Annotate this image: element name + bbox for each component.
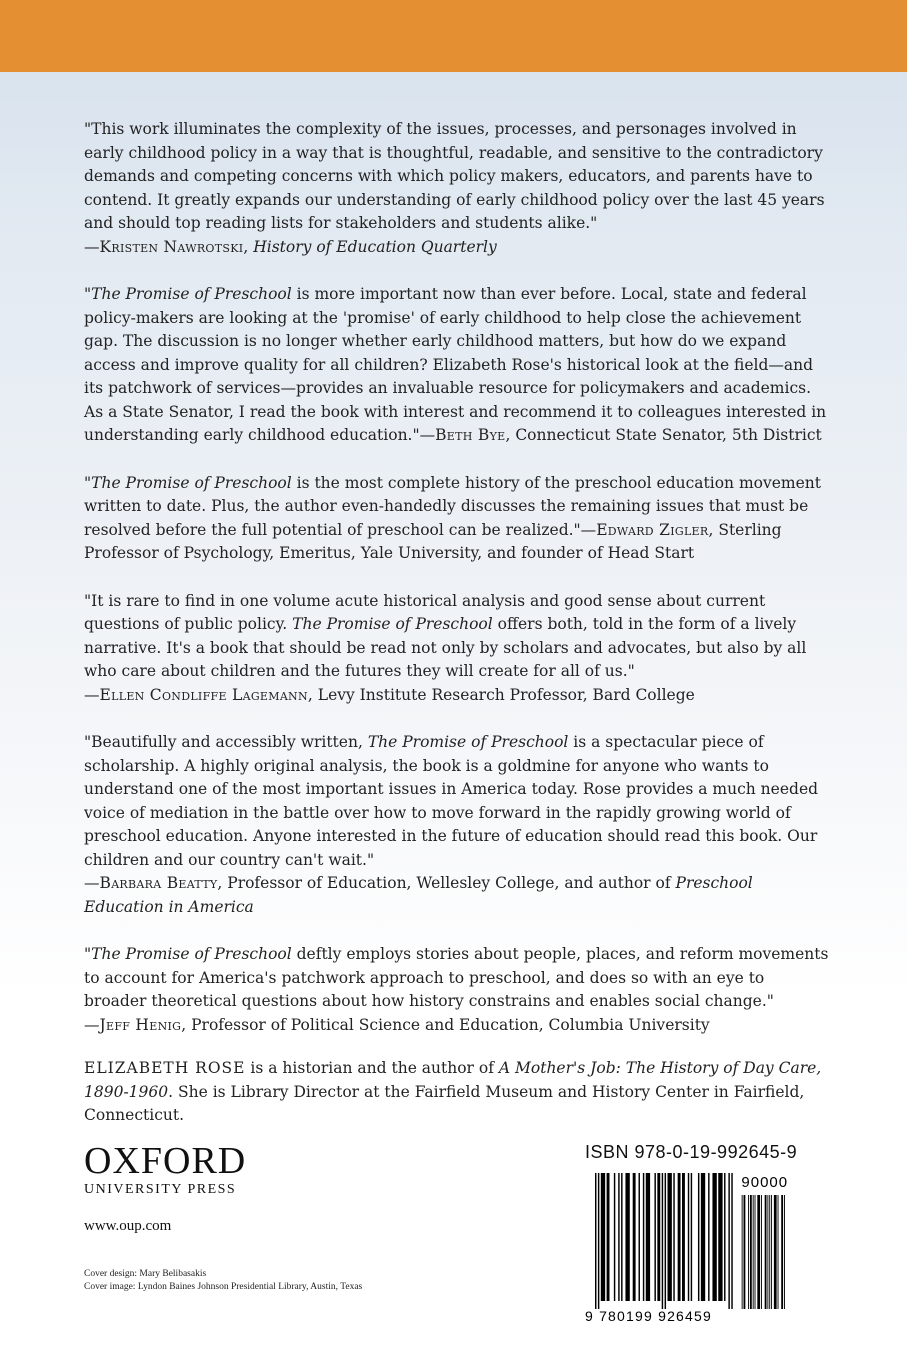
addon-barcode-bar — [750, 1195, 752, 1309]
barcode-bar — [614, 1173, 615, 1301]
oxford-logo-subtitle: UNIVERSITY PRESS — [84, 1182, 237, 1197]
barcode-bar — [639, 1173, 640, 1301]
barcode-bar — [621, 1173, 622, 1301]
quote-text-segment: , — [243, 237, 254, 256]
addon-barcode-bar — [748, 1195, 749, 1309]
quote-text-segment: , Sterling Professor of Psychology, Emeritus, Yale University, and founder of Head Start — [84, 520, 782, 562]
ean-digits-text: 9 780199 926459 — [585, 1308, 712, 1324]
quote-text-segment: , Levy Institute Research Professor, Bard College — [307, 685, 695, 704]
cover-design-credit: Cover design: Mary Belibasakis — [84, 1269, 207, 1279]
quote-text-segment: , Professor of Education, Wellesley College, and author of — [217, 874, 676, 892]
endorsements — [84, 118, 829, 1037]
endorsement-quote — [84, 283, 829, 448]
quote-text-segment: — — [84, 237, 100, 256]
addon-barcode-bar — [765, 1195, 767, 1309]
quote-text-segment: is a spectacular piece of scholarship. A highly original analysis, the book is a goldmine for anyone who wants to understand one of the most important issues in America today. Rose provides a much needed voice of mediation in the battle over how to move forward in the rapidly growing world of preschool education. Anyone interested in the future of education should read this book. Our children and our country can't wait." — [84, 733, 819, 869]
quote-text-segment: Edward Zigler — [596, 520, 709, 539]
quote-text-segment: is more important now than ever before. Local, state and federal policy-makers are looking at the 'promise' of early childhood to help close the achievement gap. The discussion is no longer whether early childhood matters, but how do we expand access and improve quality for all children? Elizabeth Rose's historical look at the field—and its patchwork of services—provides an invaluable resource for policymakers and academics. As a State Senator, I read the book with interest and recommend it to colleagues interested in understanding early childhood education."— — [84, 285, 827, 444]
quote-text-segment: Jeff Henig — [99, 1015, 182, 1034]
quote-text-segment: The Promise of Preschool — [91, 473, 292, 492]
quote-text-segment: Kristen Nawrotski — [99, 237, 244, 256]
addon-barcode-bar — [767, 1195, 768, 1309]
top-color-band — [0, 0, 907, 72]
quote-text-segment: Ellen Condliffe Lagemann — [99, 685, 308, 704]
barcode-bar — [657, 1173, 660, 1301]
barcode-bar — [595, 1173, 596, 1309]
bio-text-before: is a historian and the author of — [245, 1059, 499, 1077]
barcode-bar — [601, 1173, 605, 1301]
quote-text-segment: is the most complete history of the preschool education movement written to date. Plus, the author even-handedly discusses the remaining issues that must be resolved before the full potential of preschool can be realized."— — [84, 473, 821, 539]
barcode-bar — [625, 1173, 629, 1301]
endorsement-quote — [84, 590, 829, 708]
quote-text-segment: " — [84, 945, 92, 963]
quote-body — [84, 590, 829, 684]
quote-body — [84, 943, 829, 1014]
barcode-image — [585, 1167, 811, 1327]
addon-barcode-bar — [774, 1195, 777, 1309]
cover-image-credit: Cover image: Lyndon Baines Johnson Presidential Library, Austin, Texas — [84, 1282, 363, 1292]
addon-barcode-bar — [753, 1195, 754, 1309]
addon-barcode-bar — [771, 1195, 772, 1309]
quote-text-segment: " — [84, 285, 92, 303]
oxford-logo — [84, 1142, 246, 1198]
price-code-text: 90000 — [741, 1174, 789, 1191]
barcode-bar — [708, 1173, 709, 1301]
barcode-bar — [724, 1173, 725, 1301]
quote-attribution — [84, 236, 829, 260]
quote-text-segment: offers both, told in the form of a lively narrative. It's a book that should be read not only by scholars and advocates, but also by all who care about children and the futures they will create for all of us." — [84, 615, 807, 680]
quote-attribution — [84, 1014, 829, 1038]
quote-text-segment: , Connecticut State Senator, 5th District — [505, 426, 822, 444]
bio-book-title: A Mother's Job: The History of Day Care, 1890-1960 — [84, 1059, 822, 1101]
quote-body — [84, 731, 829, 872]
barcode-bar — [712, 1173, 716, 1301]
quote-text-segment: The Promise of Preschool — [367, 733, 569, 751]
quote-text-segment: , Professor of Political Science and Education, Columbia University — [181, 1015, 710, 1034]
barcode-bar — [646, 1173, 650, 1301]
barcode-bar — [618, 1173, 619, 1301]
addon-barcode-bar — [757, 1195, 760, 1309]
isbn-text: ISBN 978-0-19-992645-9 — [585, 1142, 798, 1162]
addon-barcode-bar — [742, 1195, 743, 1309]
barcode-bar — [698, 1173, 699, 1301]
barcode-bar — [688, 1173, 689, 1301]
barcode-bar — [662, 1173, 663, 1309]
barcode-bar — [718, 1173, 722, 1301]
addon-barcode-bar — [778, 1195, 779, 1309]
barcode-bar — [654, 1173, 655, 1301]
addon-barcode-bar — [784, 1195, 785, 1309]
quote-text-segment: Beth Bye — [435, 426, 506, 444]
author-bio — [84, 1057, 829, 1128]
author-name: ELIZABETH ROSE — [84, 1059, 246, 1077]
quote-text-segment: Preschool Education in America — [84, 874, 753, 916]
addon-barcode-bar — [744, 1195, 746, 1309]
endorsement-quote — [84, 943, 829, 1037]
quote-body — [84, 283, 829, 448]
quote-text-segment: The Promise of Preschool — [91, 945, 292, 963]
barcode-bar — [673, 1173, 674, 1301]
barcode-bar — [643, 1173, 644, 1301]
quote-text-segment: — — [84, 874, 100, 892]
addon-barcode-bar — [761, 1195, 762, 1309]
barcode-bar — [728, 1173, 729, 1309]
addon-barcode-bar — [769, 1195, 770, 1309]
barcode-bar — [682, 1173, 685, 1301]
quote-text-segment: "This work illuminates the complexity of the issues, processes, and personages involved in early childhood policy in a way that is thoughtful, readable, and sensitive to the contradictory demands and competing concerns with which policy makers, educators, and parents have to contend. It greatly expands our understanding of early childhood policy over the last 45 years and should top reading lists for stakeholders and students alike." — [84, 120, 825, 232]
quote-text-segment: The Promise of Preschool — [292, 615, 493, 633]
endorsement-quote — [84, 118, 829, 259]
back-cover-text — [84, 118, 829, 1128]
barcode-block — [585, 1142, 811, 1327]
barcode-bar — [598, 1173, 599, 1309]
quote-text-segment: "It is rare to find in one volume acute historical analysis and good sense about current questions of public policy. — [84, 591, 766, 633]
quote-text-segment: Barbara Beatty — [99, 874, 218, 892]
publisher-website: www.oup.com — [84, 1218, 172, 1234]
barcode-bar — [668, 1173, 672, 1301]
barcode-bar — [701, 1173, 705, 1301]
quote-body — [84, 118, 829, 236]
barcode-bar — [665, 1173, 666, 1309]
quote-text-segment: — — [84, 685, 100, 704]
quote-body — [84, 472, 829, 566]
quote-attribution — [84, 684, 829, 708]
endorsement-quote — [84, 472, 829, 566]
quote-text-segment: — — [84, 1015, 100, 1034]
endorsement-quote — [84, 731, 829, 919]
addon-barcode-bar — [781, 1195, 783, 1309]
quote-text-segment: History of Education Quarterly — [253, 237, 497, 256]
barcode-bar — [633, 1173, 636, 1301]
quote-text-segment: " — [84, 473, 92, 492]
quote-attribution — [84, 872, 829, 919]
barcode-bar — [691, 1173, 692, 1301]
addon-barcode-bar — [755, 1195, 756, 1309]
barcode-bar — [731, 1173, 732, 1309]
barcode-bar — [678, 1173, 681, 1301]
quote-text-segment: The Promise of Preschool — [91, 285, 292, 303]
cover-credits — [84, 1268, 362, 1294]
oxford-logo-word: OXFORD — [84, 1140, 247, 1182]
quote-text-segment: deftly employs stories about people, places, and reform movements to account for America's patchwork approach to preschool, and does so with an eye to broader theoretical questions about how history constrains and enables social change." — [84, 945, 829, 1010]
barcode-bar — [607, 1173, 610, 1301]
quote-text-segment: "Beautifully and accessibly written, — [84, 733, 368, 751]
bio-text-after: . She is Library Director at the Fairfield Museum and History Center in Fairfield, Connecticut. — [84, 1082, 805, 1124]
